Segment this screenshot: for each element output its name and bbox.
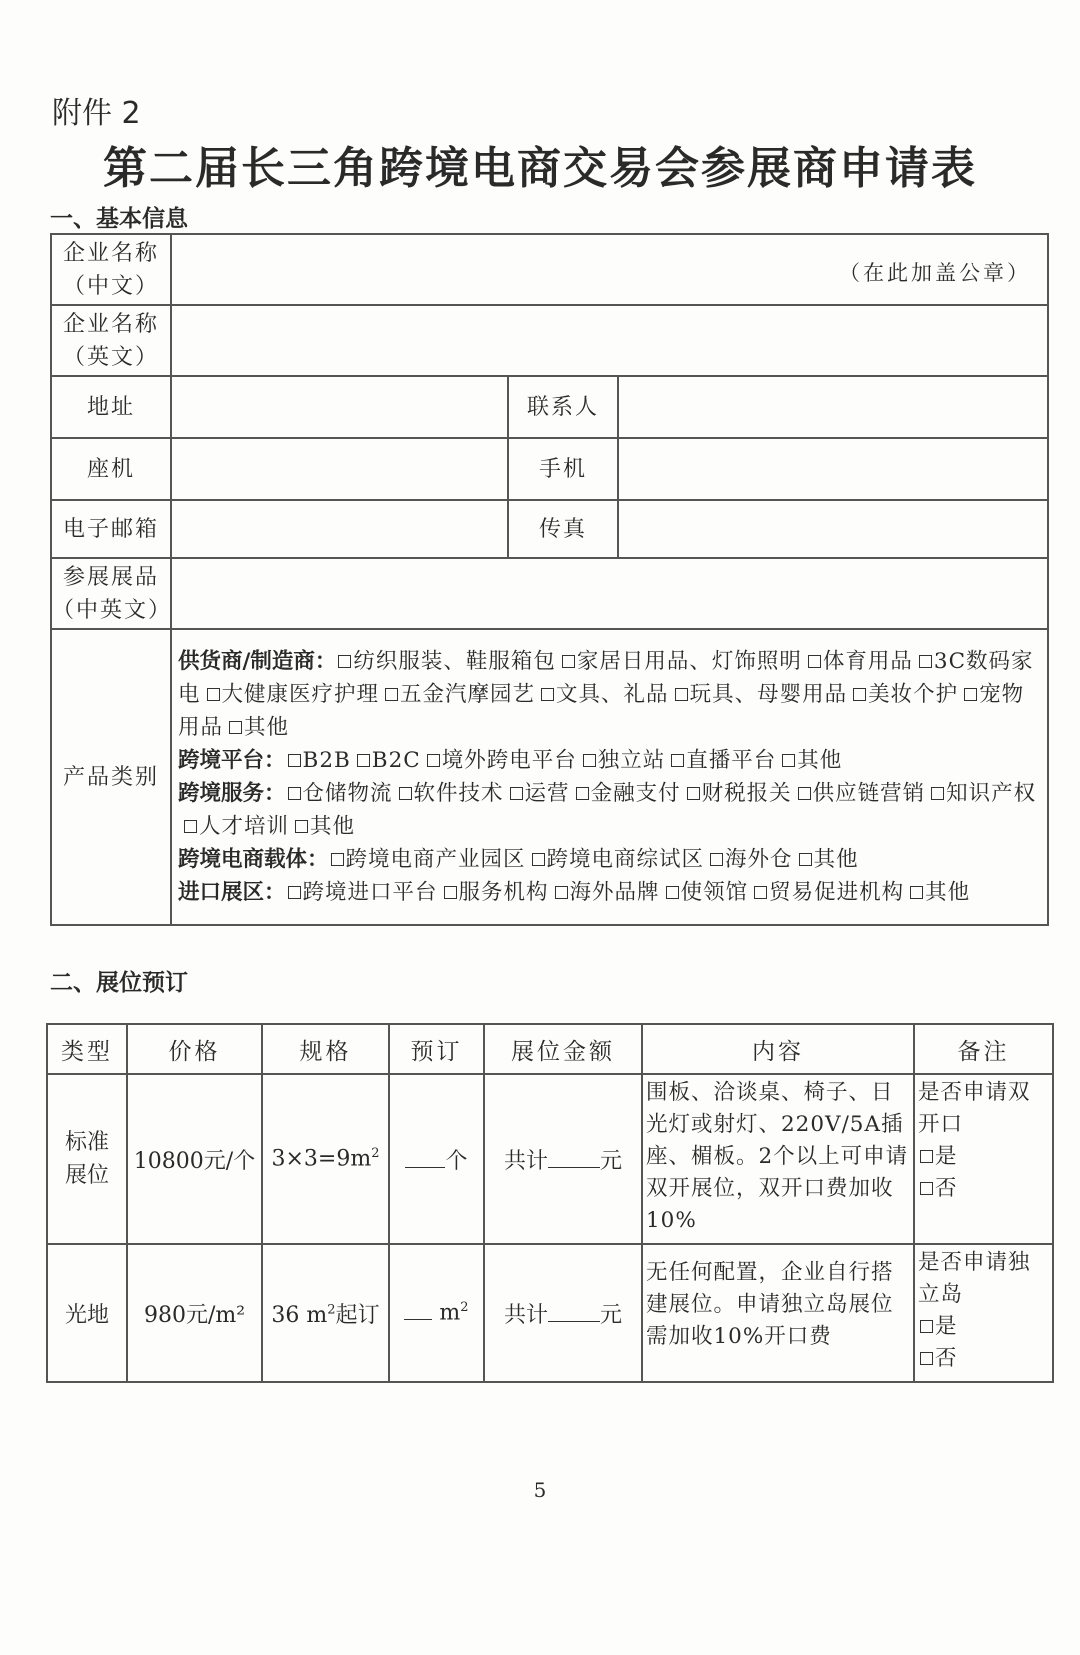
amount-standard-blank[interactable] [548,1149,600,1168]
spec-raw-tail: 起订 [335,1302,380,1328]
content-standard: 围板、洽谈桌、椅子、日光灯或射灯、220V/5A插座、楣板。2个以上可申请双开展位，双开口费加收10% [642,1074,914,1244]
category-option[interactable] [748,880,904,905]
spec-standard-sup: 2 [371,1146,380,1162]
remark-raw-yes-label: 是 [935,1314,958,1339]
category-group [178,876,1043,909]
category-option-label: 人才培训 [199,814,290,839]
content-raw-space: 无任何配置，企业自行搭建展位。申请独立岛展位需加收10%开口费 [642,1244,914,1382]
category-group [178,645,1043,744]
checkbox-icon[interactable] [562,655,575,668]
category-option[interactable] [223,715,289,740]
header-price: 价格 [127,1024,262,1074]
category-group [178,843,1043,876]
seal-note: （在此加盖公章） [839,261,1031,285]
email-field[interactable] [171,500,508,558]
amount-standard[interactable] [484,1074,642,1244]
category-option[interactable] [421,748,577,773]
label-address: 地址 [51,376,171,438]
remark-raw-no[interactable] [918,1343,1049,1375]
category-option[interactable] [792,781,926,806]
category-option[interactable] [904,880,970,905]
category-option[interactable] [535,682,669,707]
category-option-label: 3C数码家电 [178,649,1034,707]
category-option-label: 海外仓 [725,847,793,872]
row-landline [51,438,1048,500]
header-amount: 展位金额 [484,1024,642,1074]
category-group [178,744,1043,777]
remark-standard-no-label: 否 [935,1176,958,1201]
attachment-label: 附件 2 [52,96,141,131]
category-option-label: 仓储物流 [302,781,393,806]
label-company-en-line1: 企业名称 [62,311,159,337]
row-company-cn [51,234,1048,305]
row-address [51,376,1048,438]
label-exhibits-line2: （中英文） [52,597,173,623]
category-option-label: 美妆个护 [868,682,959,707]
checkbox-icon[interactable] [675,688,688,701]
remark-standard-no[interactable] [918,1173,1049,1205]
checkbox-icon[interactable] [583,754,596,767]
category-group-label: 供货商/制造商： [178,649,337,674]
category-option-label: 其他 [797,748,843,773]
checkbox-icon[interactable] [288,754,301,767]
checkbox-icon[interactable] [920,1320,933,1333]
checkbox-icon[interactable] [919,655,932,668]
checkbox-icon[interactable] [910,886,923,899]
label-company-cn-line2: （中文） [62,273,159,299]
category-option[interactable] [570,781,681,806]
fax-field[interactable] [618,500,1048,558]
label-mobile: 手机 [508,438,618,500]
price-raw-space: 980元/m² [127,1244,262,1382]
category-option[interactable] [847,682,958,707]
order-raw-unit: m [439,1300,461,1326]
company-en-field[interactable] [171,305,1048,376]
page-number: 5 [533,1478,547,1502]
category-option[interactable] [504,781,570,806]
checkbox-icon[interactable] [798,787,811,800]
checkbox-icon[interactable] [920,1182,933,1195]
category-option[interactable] [178,814,289,839]
booth-header-row [47,1024,1053,1074]
checkbox-icon[interactable] [687,787,700,800]
checkbox-icon[interactable] [184,820,197,833]
category-option[interactable] [329,847,526,872]
category-option[interactable] [526,847,705,872]
category-group-label: 进口展区： [178,880,286,905]
category-option-label: 财税报关 [701,781,792,806]
header-content: 内容 [642,1024,914,1074]
row-email [51,500,1048,558]
category-option[interactable] [776,748,842,773]
company-cn-field[interactable] [171,234,1048,305]
header-type: 类型 [47,1024,127,1074]
price-standard: 10800元/个 [127,1074,262,1244]
booth-table [46,1023,1054,1383]
checkbox-icon[interactable] [666,886,679,899]
category-option-label: 境外跨电平台 [441,748,577,773]
booth-row-raw-space [47,1244,1053,1382]
remark-standard-yes-label: 是 [935,1144,958,1169]
remark-raw-yes[interactable] [918,1311,1049,1343]
category-option[interactable] [336,649,556,674]
category-option[interactable] [577,748,666,773]
spec-standard-text: 3×3=9m [271,1146,372,1172]
order-standard[interactable] [389,1074,484,1244]
checkbox-icon[interactable] [964,688,977,701]
checkbox-icon[interactable] [920,1352,933,1365]
spec-raw-space [262,1244,389,1382]
spec-raw-text: 36 m [271,1302,328,1328]
category-option-label: 贸易促进机构 [769,880,905,905]
category-option-label: 独立站 [597,748,666,773]
category-option-label: 知识产权 [946,781,1037,806]
type-standard [47,1074,127,1244]
row-exhibits [51,558,1048,629]
category-option-label: 五金汽摩园艺 [400,682,536,707]
category-option[interactable] [438,880,549,905]
checkbox-icon[interactable] [331,853,344,866]
category-option-label: 软件技术 [413,781,504,806]
landline-field[interactable] [171,438,508,500]
label-exhibits [51,558,171,629]
contact-field[interactable] [618,376,1048,438]
order-raw-blank[interactable] [404,1301,432,1320]
type-standard-line1: 标准 [64,1130,109,1155]
category-option-label: 使领馆 [680,880,749,905]
type-standard-line2: 展位 [64,1163,109,1188]
category-group [178,777,1043,843]
booth-row-standard [47,1074,1053,1244]
checkbox-icon[interactable] [288,886,301,899]
exhibits-field[interactable] [171,558,1048,629]
category-option[interactable] [681,781,792,806]
checkbox-icon[interactable] [427,754,440,767]
checkbox-icon[interactable] [710,853,723,866]
checkbox-icon[interactable] [510,787,523,800]
category-option[interactable] [393,781,504,806]
category-option-label: 文具、礼品 [556,682,669,707]
category-option-label: 其他 [244,715,290,740]
category-group-label: 跨境服务： [178,781,286,806]
row-company-en [51,305,1048,376]
category-option-label: 跨境进口平台 [302,880,438,905]
category-group-label: 跨境电商载体： [178,847,329,872]
category-option[interactable] [704,847,793,872]
category-option-label: 大健康医疗护理 [221,682,380,707]
checkbox-icon[interactable] [399,787,412,800]
checkbox-icon[interactable] [808,655,821,668]
category-group-label: 跨境平台： [178,748,286,773]
label-contact: 联系人 [508,376,618,438]
category-option[interactable] [556,649,802,674]
checkbox-icon[interactable] [931,787,944,800]
header-remark: 备注 [914,1024,1053,1074]
label-company-en-line2: （英文） [62,344,159,370]
checkbox-icon[interactable] [555,886,568,899]
category-option[interactable] [660,880,749,905]
label-company-cn-line1: 企业名称 [62,240,159,266]
label-landline: 座机 [51,438,171,500]
label-exhibits-line1: 参展展品 [62,564,159,590]
type-raw-space: 光地 [47,1244,127,1382]
checkbox-icon[interactable] [799,853,812,866]
checkbox-icon[interactable] [853,688,866,701]
label-fax: 传真 [508,500,618,558]
amount-raw-suffix: 元 [600,1302,623,1328]
order-standard-blank[interactable] [405,1149,445,1168]
remark-raw-space [914,1244,1053,1382]
category-option-label: 家居日用品、灯饰照明 [576,649,802,674]
order-raw-sup: 2 [460,1300,469,1316]
spec-standard [262,1074,389,1244]
checkbox-icon[interactable] [782,754,795,767]
label-company-cn [51,234,171,305]
order-raw-space[interactable] [389,1244,484,1382]
remark-raw-no-label: 否 [935,1346,958,1371]
category-option-label: 宠物用品 [178,682,1025,740]
checkbox-icon[interactable] [385,688,398,701]
category-option[interactable] [925,781,1036,806]
checkbox-icon[interactable] [541,688,554,701]
category-option[interactable] [802,649,913,674]
section-booth-booking: 二、展位预订 [50,970,188,996]
mobile-field[interactable] [618,438,1048,500]
checkbox-icon[interactable] [920,1150,933,1163]
basic-info-table [50,233,1049,926]
checkbox-icon[interactable] [444,886,457,899]
category-option-label: 其他 [813,847,859,872]
category-option-label: B2B [302,748,351,773]
category-option-label: 服务机构 [458,880,549,905]
category-option[interactable] [286,748,351,773]
category-option-label: 其他 [310,814,356,839]
checkbox-icon[interactable] [338,655,351,668]
category-option-label: 玩具、母婴用品 [689,682,848,707]
order-standard-unit: 个 [445,1148,468,1174]
category-option[interactable] [351,748,421,773]
remark-standard-yes[interactable] [918,1141,1049,1173]
checkbox-icon[interactable] [288,787,301,800]
label-product-category: 产品类别 [51,629,171,925]
remark-raw-question: 是否申请独立岛 [918,1250,1031,1307]
checkbox-icon[interactable] [357,754,370,767]
category-option-label: 跨境电商产业园区 [345,847,526,872]
address-field[interactable] [171,376,508,438]
category-option[interactable] [286,880,438,905]
amount-standard-prefix: 共计 [503,1148,548,1174]
checkbox-icon[interactable] [576,787,589,800]
category-option[interactable] [669,682,848,707]
category-option[interactable] [286,781,393,806]
header-spec: 规格 [262,1024,389,1074]
category-option-label: 跨境电商综试区 [546,847,705,872]
category-option-label: 海外品牌 [569,880,660,905]
label-email: 电子邮箱 [51,500,171,558]
header-order: 预订 [389,1024,484,1074]
category-option[interactable] [379,682,535,707]
checkbox-icon[interactable] [295,820,308,833]
category-option-label: 直播平台 [686,748,777,773]
section-basic-info: 一、基本信息 [50,206,188,232]
amount-raw-prefix: 共计 [503,1302,548,1328]
category-option[interactable] [289,814,355,839]
remark-standard-question: 是否申请双开口 [918,1080,1031,1137]
category-option-label: 运营 [524,781,570,806]
category-option-label: B2C [371,748,421,773]
amount-raw-space[interactable] [484,1244,642,1382]
checkbox-icon[interactable] [229,721,242,734]
category-option-label: 其他 [925,880,971,905]
checkbox-icon[interactable] [671,754,684,767]
category-option-label: 纺织服装、鞋服箱包 [353,649,556,674]
amount-raw-blank[interactable] [548,1303,600,1322]
spec-raw-sup: 2 [327,1302,336,1318]
product-category-options [171,629,1048,925]
label-company-en [51,305,171,376]
remark-standard [914,1074,1053,1244]
category-option[interactable] [665,748,776,773]
checkbox-icon[interactable] [754,886,767,899]
row-product-category [51,629,1048,925]
checkbox-icon[interactable] [207,688,220,701]
category-option[interactable] [201,682,380,707]
page-title: 第二届长三角跨境电商交易会参展商申请表 [103,143,977,194]
category-option[interactable] [549,880,660,905]
checkbox-icon[interactable] [532,853,545,866]
category-option[interactable] [793,847,859,872]
category-option-label: 体育用品 [822,649,913,674]
amount-standard-suffix: 元 [600,1148,623,1174]
category-option-label: 供应链营销 [812,781,926,806]
category-option-label: 金融支付 [590,781,681,806]
